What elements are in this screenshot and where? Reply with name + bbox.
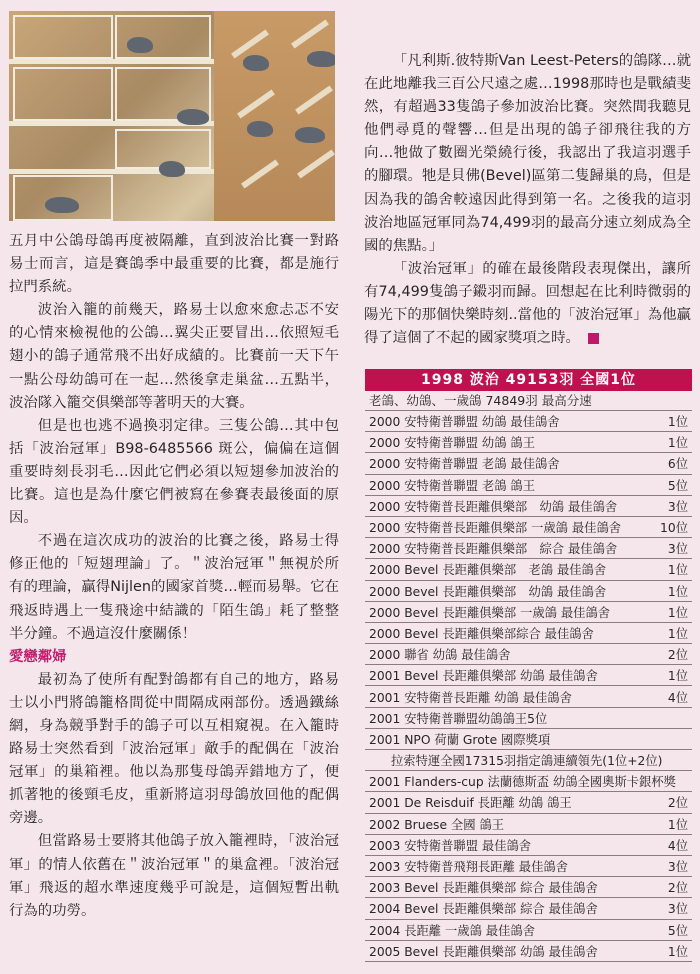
row-rank: 1位: [667, 415, 688, 430]
left-paragraph-2: 波治入籠的前幾天，路易士以愈來愈忐忑不安的心情來檢視他的公鴿…翼尖正要冒出…依照短毛翅小的鴿子通常飛不出好成績的。比賽前一天下午一點公母幼鴿可在一起…然後拿走巢盆…五點半，波治隊入籠交俱樂部等著明天的大賽。: [9, 302, 339, 411]
row-text: 2004 Bevel 長距離俱樂部 綜合 最佳鴿舍: [369, 902, 598, 917]
row-rank: 3位: [667, 499, 688, 514]
pigeon-loft-photo: [9, 11, 335, 221]
row-text: 拉索特運全國17315羽指定鴿連續領先(1位+2位): [391, 754, 663, 769]
row-text: 2000 安特衛普長距離俱樂部 幼鴿 最佳鴿舍: [369, 499, 618, 514]
table-row: [365, 517, 692, 538]
row-text: 2000 安特衛普聯盟 幼鴿 鴿王: [369, 436, 535, 451]
table-row: [365, 920, 692, 941]
table-row: [365, 729, 692, 750]
row-text: 2000 安特衛普聯盟 幼鴿 最佳鴿舍: [369, 415, 560, 430]
row-rank: 1位: [667, 563, 688, 578]
table-row: [365, 877, 692, 898]
table-row: [365, 496, 692, 517]
row-rank: 2位: [667, 796, 688, 811]
section-heading: 愛戀鄰婦: [9, 648, 67, 665]
row-text: 2000 Bevel 長距離俱樂部綜合 最佳鴿舍: [369, 626, 594, 641]
row-rank: 4位: [667, 690, 688, 705]
row-rank: 1位: [667, 436, 688, 451]
table-title: 1998 波治 49153羽 全國1位: [365, 369, 692, 391]
row-text: 2001 安特衛普長距離 幼鴿 最佳鴿舍: [369, 690, 572, 705]
left-column-article: [9, 230, 339, 923]
row-rank: 1位: [667, 817, 688, 832]
row-text: 2000 安特衛普聯盟 老鴿 最佳鴿舍: [369, 457, 560, 472]
row-rank: 1位: [667, 669, 688, 684]
table-row: [365, 644, 692, 665]
table-row: [365, 538, 692, 559]
row-rank: 5位: [667, 478, 688, 493]
table-row: [365, 856, 692, 877]
table-row: [365, 581, 692, 602]
right-paragraph-2-text: 「波治冠軍」的確在最後階段表現傑出，讓所有74,499隻鴿子鎩羽而歸。回想起在比利時微弱的陽光下的那個快樂時刻..當他的「波治冠軍」為他贏得了這個了不起的國家獎項之時。: [364, 260, 691, 347]
row-rank: 2位: [667, 648, 688, 663]
table-row: [365, 750, 692, 771]
row-rank: 1位: [667, 626, 688, 641]
right-column-article: [364, 50, 691, 350]
table-subtitle: 老鴿、幼鴿、一歲鴿 74849羽 最高分速: [369, 393, 592, 408]
row-rank: 1位: [667, 944, 688, 959]
row-text: 2000 Bevel 長距離俱樂部 老鴿 最佳鴿舍: [369, 563, 607, 578]
table-row: [365, 771, 692, 792]
row-text: 2000 Bevel 長距離俱樂部 幼鴿 最佳鴿舍: [369, 584, 607, 599]
row-text: 2001 Bevel 長距離俱樂部 幼鴿 最佳鴿舍: [369, 669, 598, 684]
table-row: [365, 475, 692, 496]
row-text: 2004 長距離 一歲鴿 最佳鴿舍: [369, 923, 535, 938]
row-rank: 6位: [667, 457, 688, 472]
results-table: [365, 369, 692, 962]
row-text: 2000 Bevel 長距離俱樂部 一歲鴿 最佳鴿舍: [369, 605, 611, 620]
table-rows: [365, 410, 692, 962]
table-row: [365, 623, 692, 644]
left-paragraph-5: 最初為了使所有配對鴿都有自己的地方，路易士以小門將鴿籠格間從中間隔成兩部份。透過鐵絲網，身為競爭對手的鴿子可以互相窺視。在入籠時路易士突然看到「波治冠軍」敵手的配偶在「波治冠軍」的巢箱裡。他以為那隻母鴿弄錯地方了，便抓著牠的後頸毛皮，重新將這羽母鴿放回他的配偶旁邊。: [9, 671, 339, 827]
row-text: 2001 De Reisduif 長距離 幼鴿 鴿王: [369, 796, 572, 811]
row-text: 2001 安特衛普聯盟幼鴿鴿王5位: [369, 711, 548, 726]
row-rank: 3位: [667, 860, 688, 875]
row-text: 2003 安特衛普聯盟 最佳鴿舍: [369, 838, 532, 853]
table-row: [365, 835, 692, 856]
table-row: [365, 602, 692, 623]
row-rank: 3位: [667, 542, 688, 557]
left-paragraph-3: 但是也也逃不過換羽定律。三隻公鴿…其中包括「波治冠軍」B98-6485566 斑公，偏偏在這個重要時刻長羽毛…因此它們必須以短翅參加波治的比賽。這也是為什麼它們被寫在參賽表最後面的原因。: [9, 417, 339, 527]
right-paragraph-2: [364, 258, 691, 350]
right-paragraph-1: 「凡利斯.彼特斯Van Leest-Peters的鴿隊…就在此地離我三百公尺遠之處…1998那時也是戰績斐然，有超過33隻鴿子參加波治比賽。突然間我聽見他們尋覓的聲響…但是出現的鴿子卻飛往我的方向…牠做了數圈光榮繞行後，我認出了我這羽選手的腳環。牠是貝佛(Bevel)區第二隻歸巢的鳥，但是因為我的鴿舍較遠因此得到第一名。之後我的這羽波治地區冠軍同為74,499羽的最高分速立刻成為全國的焦點。」: [364, 53, 691, 254]
row-text: 2005 Bevel 長距離俱樂部 幼鴿 最佳鴿舍: [369, 944, 598, 959]
table-row: [365, 411, 692, 432]
table-row: [365, 432, 692, 453]
row-rank: 10位: [660, 521, 688, 536]
end-mark-icon: [588, 333, 599, 344]
table-row: [365, 686, 692, 707]
table-row: [365, 814, 692, 835]
row-rank: 4位: [667, 838, 688, 853]
table-row: [365, 559, 692, 580]
row-text: 2000 安特衛普長距離俱樂部 綜合 最佳鴿舍: [369, 542, 618, 557]
row-text: 2001 NPO 荷蘭 Grote 國際獎項: [369, 732, 551, 747]
left-paragraph-4: 不過在這次成功的波治的比賽之後，路易士得修正他的「短翅理論」了。＂波治冠軍＂無視於所有的理論，贏得Nijlen的國家首獎…輕而易舉。它在飛返時遇上一隻飛途中結識的「陌生鴿」耗了整整半分鐘。不過這沒什麼關係！: [9, 533, 339, 642]
left-paragraph-6: 但當路易士要將其他鴿子放入籠裡時，「波治冠軍」的情人依舊在＂波治冠軍＂的巢盒裡。「波治冠軍」飛返的超水準速度幾乎可說是，這個短暫出軌行為的功勞。: [9, 833, 339, 919]
table-row: [365, 708, 692, 729]
table-row: [365, 665, 692, 686]
row-text: 2003 安特衛普飛翔長距離 最佳鴿舍: [369, 860, 568, 875]
left-paragraph-1: 五月中公鴿母鴿再度被隔離，直到波治比賽一對路易士而言，這是賽鴿季中最重要的比賽，都是施行拉門系統。: [9, 233, 339, 296]
row-text: 2000 安特衛普長距離俱樂部 一歲鴿 最佳鴿舍: [369, 521, 622, 536]
table-row: [365, 792, 692, 813]
row-rank: 5位: [667, 923, 688, 938]
row-text: 2000 安特衛普聯盟 老鴿 鴿王: [369, 478, 535, 493]
row-rank: 1位: [667, 584, 688, 599]
row-rank: 1位: [667, 605, 688, 620]
table-row: [365, 453, 692, 474]
row-text: 2000 聯省 幼鴿 最佳鴿舍: [369, 648, 511, 663]
row-text: 2001 Flanders-cup 法蘭德斯盃 幼鴿全國奧斯卡銀杯獎: [369, 775, 676, 790]
row-rank: 3位: [667, 902, 688, 917]
row-text: 2002 Bruese 全國 鴿王: [369, 817, 505, 832]
row-rank: 2位: [667, 881, 688, 896]
row-text: 2003 Bevel 長距離俱樂部 綜合 最佳鴿舍: [369, 881, 598, 896]
table-row: [365, 941, 692, 962]
table-row: [365, 898, 692, 919]
